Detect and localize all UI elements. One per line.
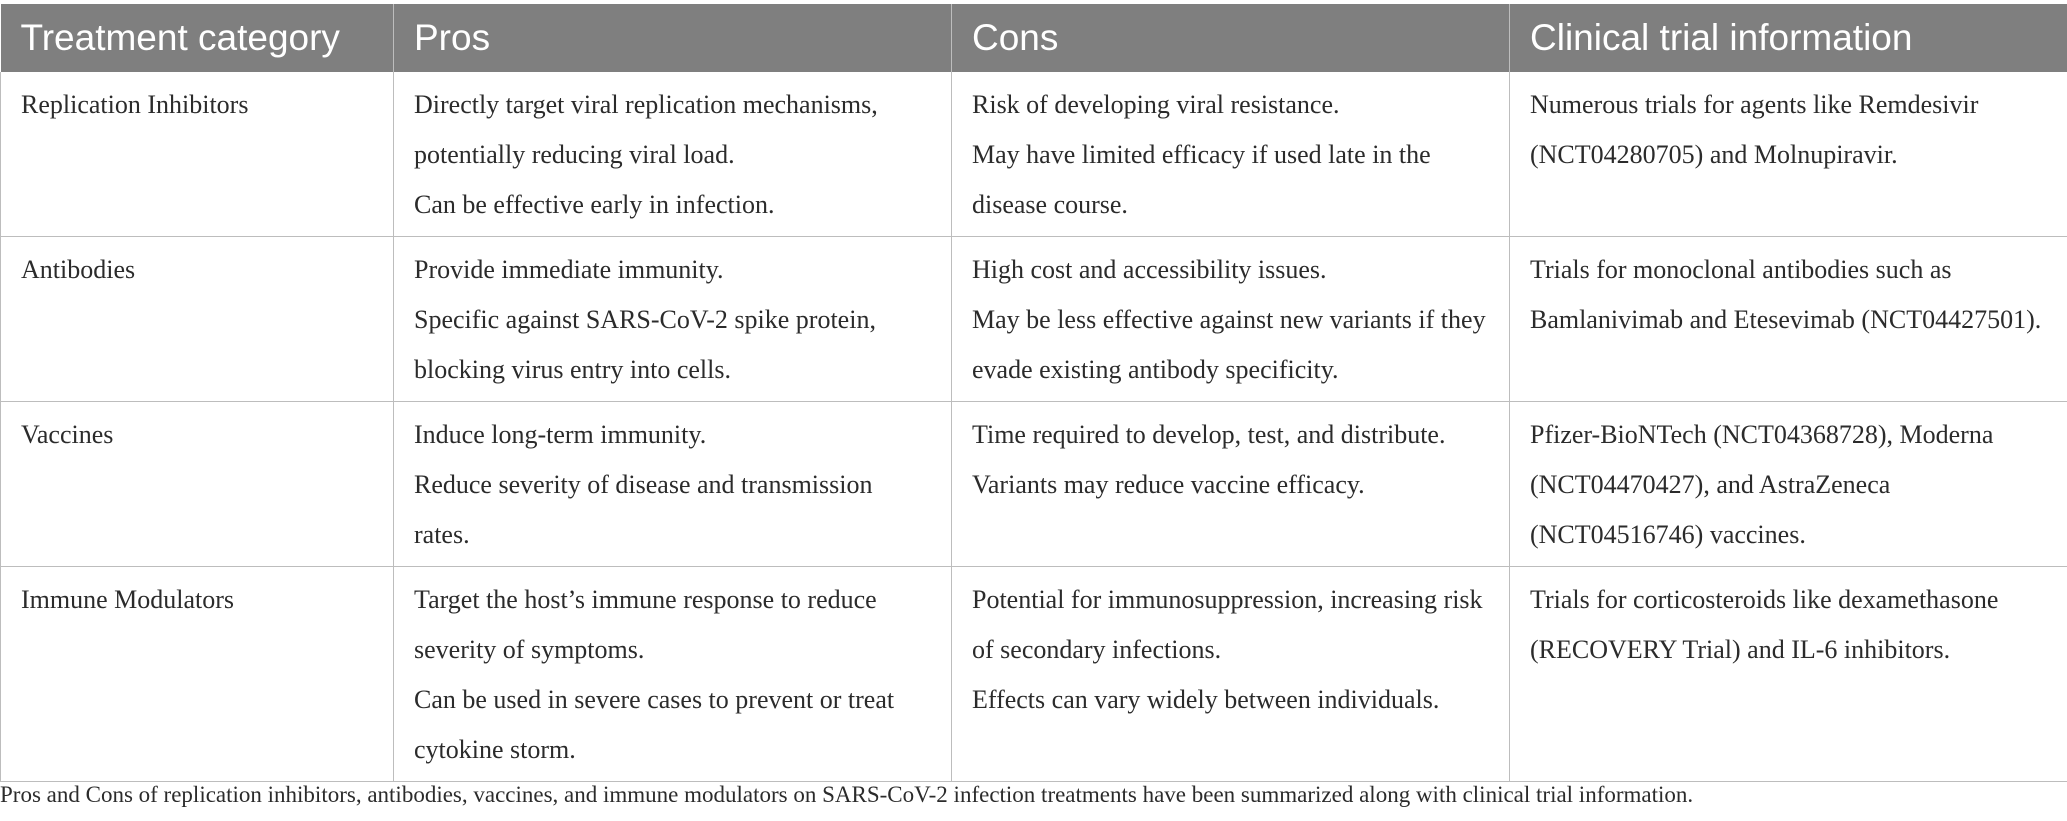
treatment-table-container xyxy=(0,4,2067,782)
table-row xyxy=(1,567,2067,782)
cons-line: Risk of developing viral resistance. xyxy=(972,90,1340,119)
header-cons: Cons xyxy=(952,4,1510,72)
cell-trials: Trials for corticosteroids like dexamethasone (RECOVERY Trial) and IL-6 inhibitors. xyxy=(1510,567,2067,782)
header-pros: Pros xyxy=(394,4,952,72)
pros-line: Can be used in severe cases to prevent or treat cytokine storm. xyxy=(414,685,895,764)
cell-trials: Pfizer-BioNTech (NCT04368728), Moderna (NCT04470427), and AstraZeneca (NCT04516746) vaccines. xyxy=(1510,402,2067,567)
cons-line: May have limited efficacy if used late in the disease course. xyxy=(972,140,1431,219)
cell-cons xyxy=(952,72,1510,237)
table-row xyxy=(1,72,2067,237)
cell-trials: Numerous trials for agents like Remdesivir (NCT04280705) and Molnupiravir. xyxy=(1510,72,2067,237)
pros-line: Induce long-term immunity. xyxy=(414,420,707,449)
table-caption: Pros and Cons of replication inhibitors, antibodies, vaccines, and immune modulators on SARS-CoV-2 infection treatments have been summarized along with clinical trial information. xyxy=(0,782,1694,807)
cell-cons xyxy=(952,402,1510,567)
cell-pros xyxy=(394,402,952,567)
header-row xyxy=(1,4,2067,72)
cell-category: Vaccines xyxy=(1,402,394,567)
table-row xyxy=(1,402,2067,567)
table-body xyxy=(1,72,2067,782)
treatment-comparison-table xyxy=(0,4,2067,782)
cell-pros xyxy=(394,567,952,782)
pros-line: Can be effective early in infection. xyxy=(414,190,775,219)
header-clinical-trial-information: Clinical trial information xyxy=(1510,4,2067,72)
pros-line: Target the host’s immune response to reduce severity of symptoms. xyxy=(414,585,877,664)
cell-cons xyxy=(952,567,1510,782)
table-row xyxy=(1,237,2067,402)
pros-line: Reduce severity of disease and transmission rates. xyxy=(414,470,873,549)
cons-line: Effects can vary widely between individuals. xyxy=(972,685,1440,714)
cell-category: Replication Inhibitors xyxy=(1,72,394,237)
header-treatment-category: Treatment category xyxy=(1,4,394,72)
cons-line: Variants may reduce vaccine efficacy. xyxy=(972,470,1365,499)
cons-line: May be less effective against new variants if they evade existing antibody specificity. xyxy=(972,305,1486,384)
cell-pros xyxy=(394,72,952,237)
pros-line: Directly target viral replication mechanisms, potentially reducing viral load. xyxy=(414,90,878,169)
pros-line: Provide immediate immunity. xyxy=(414,255,724,284)
cell-category: Antibodies xyxy=(1,237,394,402)
cell-trials: Trials for monoclonal antibodies such as Bamlanivimab and Etesevimab (NCT04427501). xyxy=(1510,237,2067,402)
cell-pros xyxy=(394,237,952,402)
table-header xyxy=(1,4,2067,72)
pros-line: Specific against SARS-CoV-2 spike protein, blocking virus entry into cells. xyxy=(414,305,876,384)
cons-line: High cost and accessibility issues. xyxy=(972,255,1327,284)
cons-line: Potential for immunosuppression, increasing risk of secondary infections. xyxy=(972,585,1483,664)
cell-category: Immune Modulators xyxy=(1,567,394,782)
cons-line: Time required to develop, test, and distribute. xyxy=(972,420,1446,449)
cell-cons xyxy=(952,237,1510,402)
